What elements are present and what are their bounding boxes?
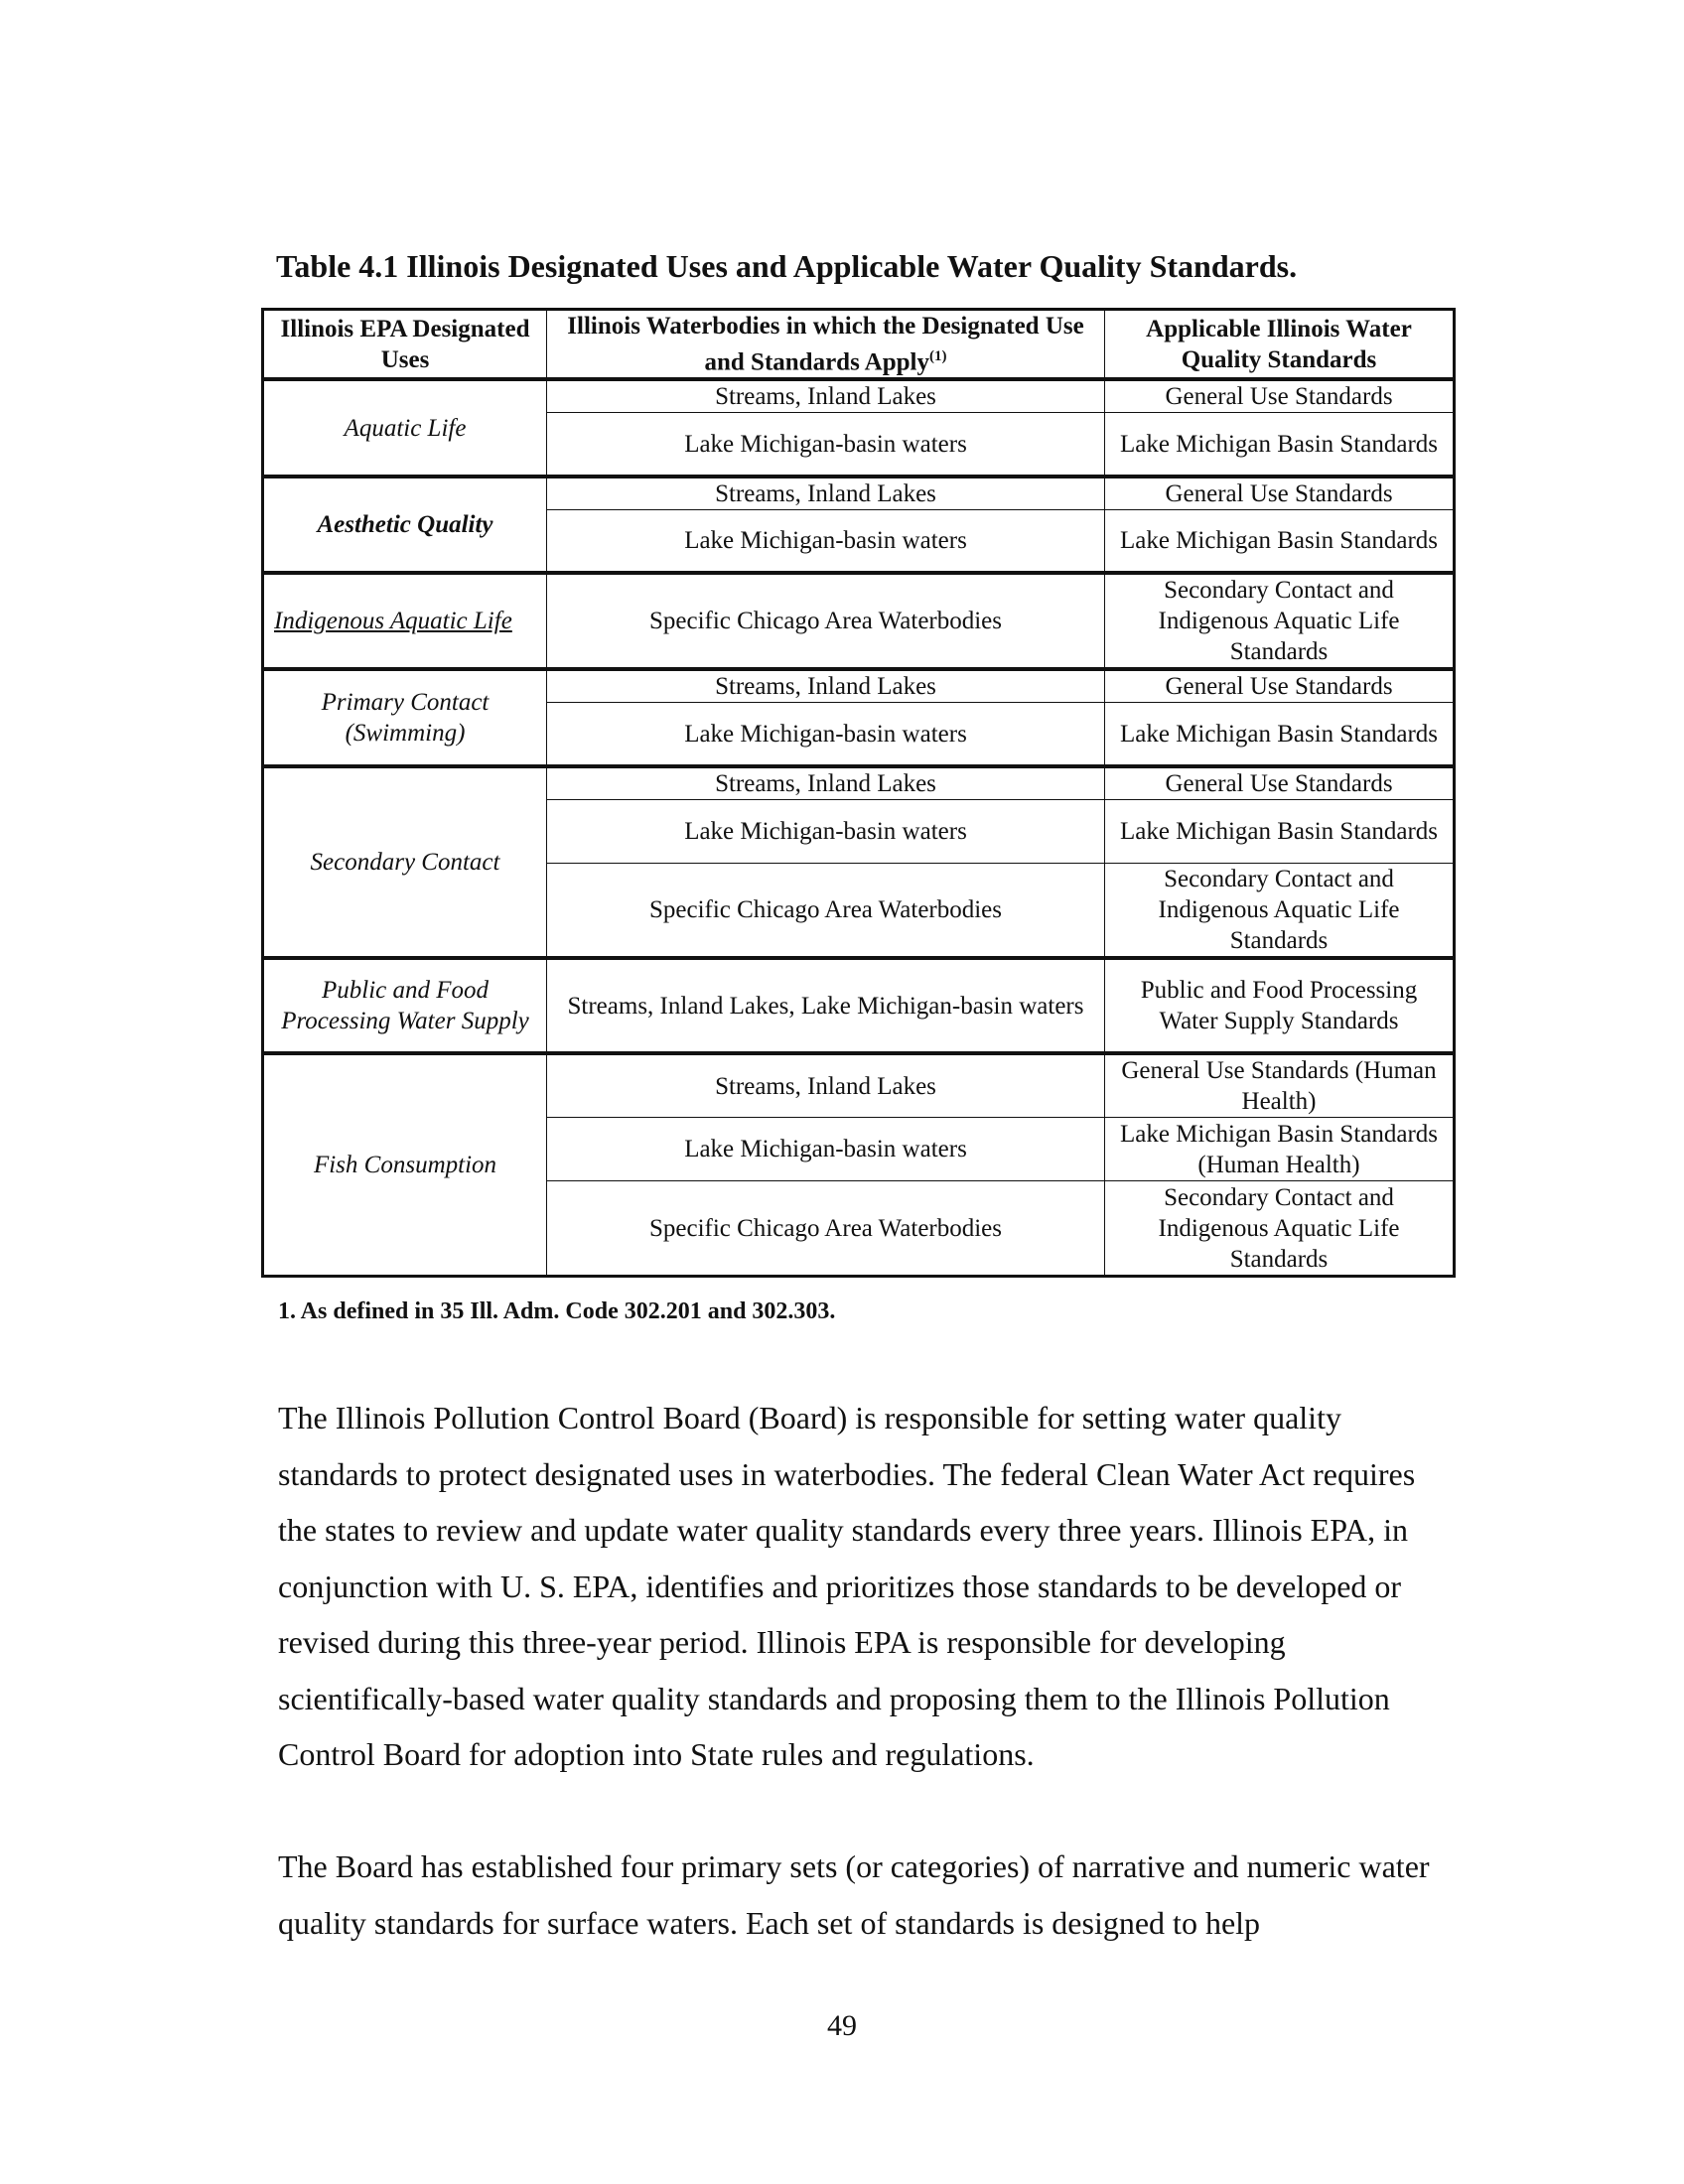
waterbody-cell: Specific Chicago Area Waterbodies (547, 1181, 1105, 1277)
table-row (263, 669, 1455, 703)
use-cell: Secondary Contact (263, 766, 547, 959)
body-paragraph: The Board has established four primary sets (or categories) of narrative and numeric water quality standards for surface waters. Each set of standards is designed to help (278, 1848, 1430, 1941)
table-footnote: 1. As defined in 35 Ill. Adm. Code 302.201 and 302.303. (278, 1298, 836, 1324)
table-row (263, 573, 1455, 669)
designated-uses-table (261, 308, 1456, 1278)
header-waterbodies-label: Illinois Waterbodies in which the Designated Use and Standards Apply (567, 313, 1084, 376)
footnote-marker: (1) (929, 348, 947, 364)
waterbody-cell: Streams, Inland Lakes (547, 1053, 1105, 1118)
body-paragraph: The Illinois Pollution Control Board (Board) is responsible for setting water quality standards to protect designated uses in waterbodies. The federal Clean Water Act requires the states to review and update water quality standards every three years. Illinois EPA, in conjunction with U. S. EPA, identifies and prioritizes those standards to be developed or revised during this three-year period. Illinois EPA is responsible for developing scientifically-based water quality standards and proposing them to the Illinois Pollution Control Board for adoption into State rules and regulations. (278, 1400, 1416, 1772)
table-row (263, 766, 1455, 800)
standard-cell: Secondary Contact and Indigenous Aquatic Life Standards (1105, 1181, 1455, 1277)
waterbody-cell: Lake Michigan-basin waters (547, 413, 1105, 477)
waterbody-cell: Streams, Inland Lakes, Lake Michigan-basin waters (547, 958, 1105, 1053)
standard-cell: General Use Standards (1105, 669, 1455, 703)
header-standards: Applicable Illinois Water Quality Standards (1105, 310, 1455, 380)
use-cell: Fish Consumption (263, 1053, 547, 1277)
standard-cell: Public and Food Processing Water Supply Standards (1105, 958, 1455, 1053)
use-cell: Public and Food Processing Water Supply (263, 958, 547, 1053)
waterbody-cell: Specific Chicago Area Waterbodies (547, 573, 1105, 669)
page-number: 49 (827, 2009, 857, 2042)
table-row (263, 477, 1455, 510)
header-waterbodies (547, 310, 1105, 380)
standard-cell: Secondary Contact and Indigenous Aquatic Life Standards (1105, 863, 1455, 958)
waterbody-cell: Lake Michigan-basin waters (547, 509, 1105, 573)
standard-cell: General Use Standards (Human Health) (1105, 1053, 1455, 1118)
waterbody-cell: Lake Michigan-basin waters (547, 1118, 1105, 1181)
table-row (263, 379, 1455, 413)
waterbody-cell: Streams, Inland Lakes (547, 477, 1105, 510)
table-header-row (263, 310, 1455, 380)
use-cell: Indigenous Aquatic Life (263, 573, 547, 669)
header-designated-uses: Illinois EPA Designated Uses (263, 310, 547, 380)
standard-cell: Lake Michigan Basin Standards (1105, 703, 1455, 766)
waterbody-cell: Lake Michigan-basin waters (547, 703, 1105, 766)
standard-cell: Lake Michigan Basin Standards (1105, 413, 1455, 477)
standard-cell: Secondary Contact and Indigenous Aquatic Life Standards (1105, 573, 1455, 669)
table-title: Table 4.1 Illinois Designated Uses and Applicable Water Quality Standards. (276, 248, 1298, 284)
standard-cell: Lake Michigan Basin Standards (1105, 509, 1455, 573)
waterbody-cell: Specific Chicago Area Waterbodies (547, 863, 1105, 958)
standard-cell: General Use Standards (1105, 477, 1455, 510)
standard-cell: Lake Michigan Basin Standards (1105, 799, 1455, 863)
standard-cell: Lake Michigan Basin Standards (Human Health) (1105, 1118, 1455, 1181)
use-cell: Primary Contact (Swimming) (263, 669, 547, 766)
standard-cell: General Use Standards (1105, 766, 1455, 800)
standard-cell: General Use Standards (1105, 379, 1455, 413)
table-row (263, 958, 1455, 1053)
waterbody-cell: Streams, Inland Lakes (547, 379, 1105, 413)
waterbody-cell: Streams, Inland Lakes (547, 766, 1105, 800)
waterbody-cell: Streams, Inland Lakes (547, 669, 1105, 703)
waterbody-cell: Lake Michigan-basin waters (547, 799, 1105, 863)
use-cell: Aquatic Life (263, 379, 547, 477)
use-cell: Aesthetic Quality (263, 477, 547, 574)
table-row (263, 1053, 1455, 1118)
